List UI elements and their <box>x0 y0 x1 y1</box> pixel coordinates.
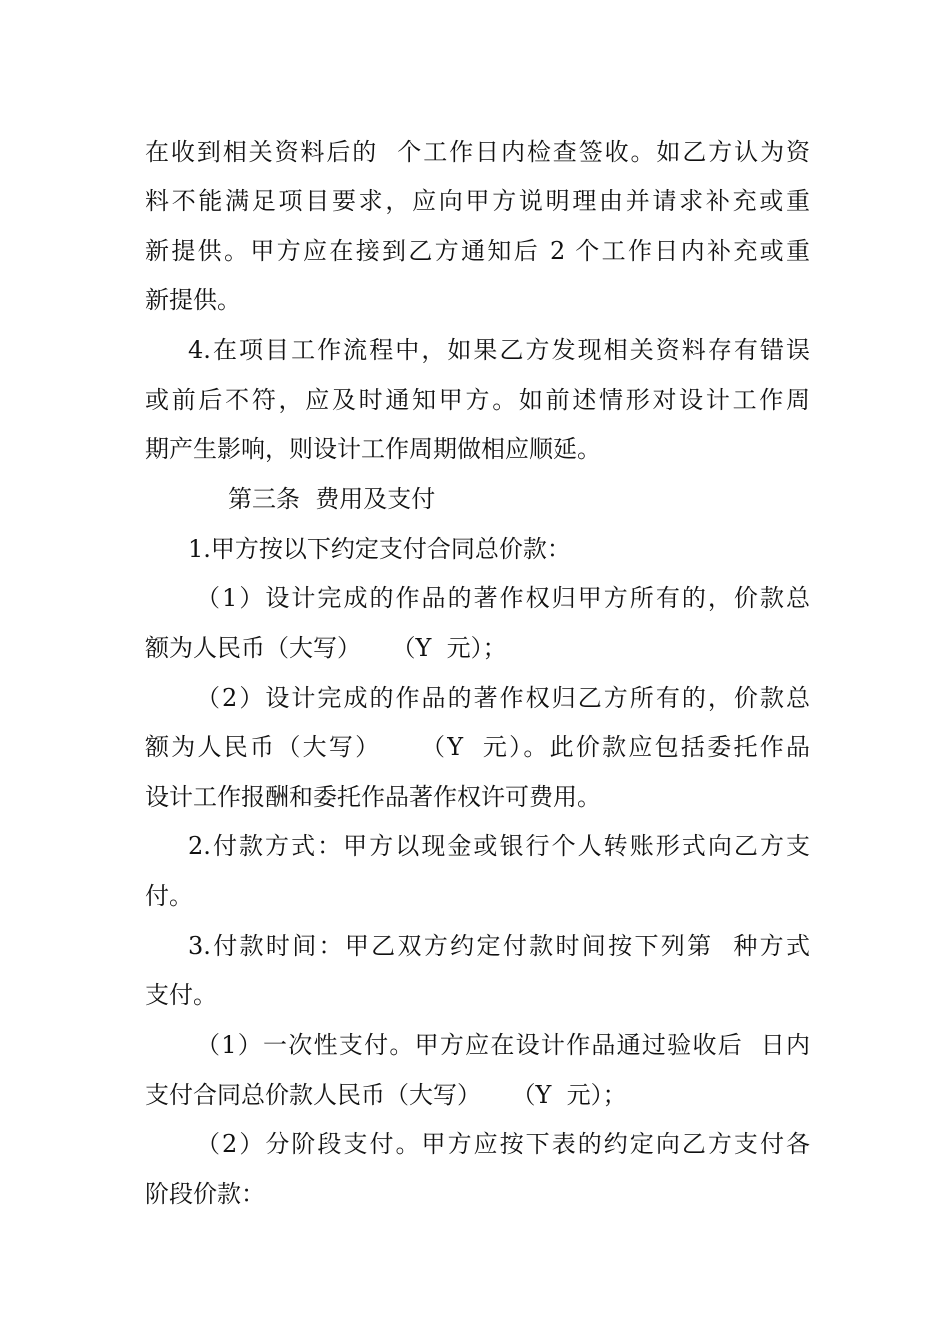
section-heading: 第三条 费用及支付 <box>228 485 436 513</box>
text-line-6: 或前后不符，应及时通知甲方。如前述情形对设计工作周 <box>145 386 810 414</box>
text-line-22: 阶段价款： <box>145 1180 265 1208</box>
text-line-1: 在收到相关资料后的 个工作日内检查签收。如乙方认为资 <box>145 138 810 166</box>
text-line-18: 支付。 <box>145 981 217 1009</box>
text-line-9: 1.甲方按以下约定支付合同总价款： <box>188 535 571 563</box>
text-line-14: 设计工作报酬和委托作品著作权许可费用。 <box>145 783 601 811</box>
text-line-15: 2.付款方式：甲方以现金或银行个人转账形式向乙方支 <box>188 832 810 860</box>
text-line-19: （1）一次性支付。甲方应在设计作品通过验收后 日内 <box>196 1031 810 1059</box>
text-line-16: 付。 <box>145 882 193 910</box>
text-line-4: 新提供。 <box>145 286 241 314</box>
text-line-3: 新提供。甲方应在接到乙方通知后 2 个工作日内补充或重 <box>145 237 810 265</box>
text-line-10: （1）设计完成的作品的著作权归甲方所有的，价款总 <box>196 584 810 612</box>
text-line-2: 料不能满足项目要求，应向甲方说明理由并请求补充或重 <box>145 187 810 215</box>
text-line-20: 支付合同总价款人民币（大写） （Y 元）； <box>145 1081 627 1109</box>
text-line-12: （2）设计完成的作品的著作权归乙方所有的，价款总 <box>196 684 810 712</box>
text-line-17: 3.付款时间：甲乙双方约定付款时间按下列第 种方式 <box>188 932 810 960</box>
text-line-21: （2）分阶段支付。甲方应按下表的约定向乙方支付各 <box>196 1130 810 1158</box>
text-line-7: 期产生影响，则设计工作周期做相应顺延。 <box>145 435 601 463</box>
text-line-13: 额为人民币（大写） （Y 元）。此价款应包括委托作品 <box>145 733 810 761</box>
text-line-5: 4.在项目工作流程中，如果乙方发现相关资料存有错误 <box>188 336 810 364</box>
text-line-11: 额为人民币（大写） （Y 元）； <box>145 634 507 662</box>
